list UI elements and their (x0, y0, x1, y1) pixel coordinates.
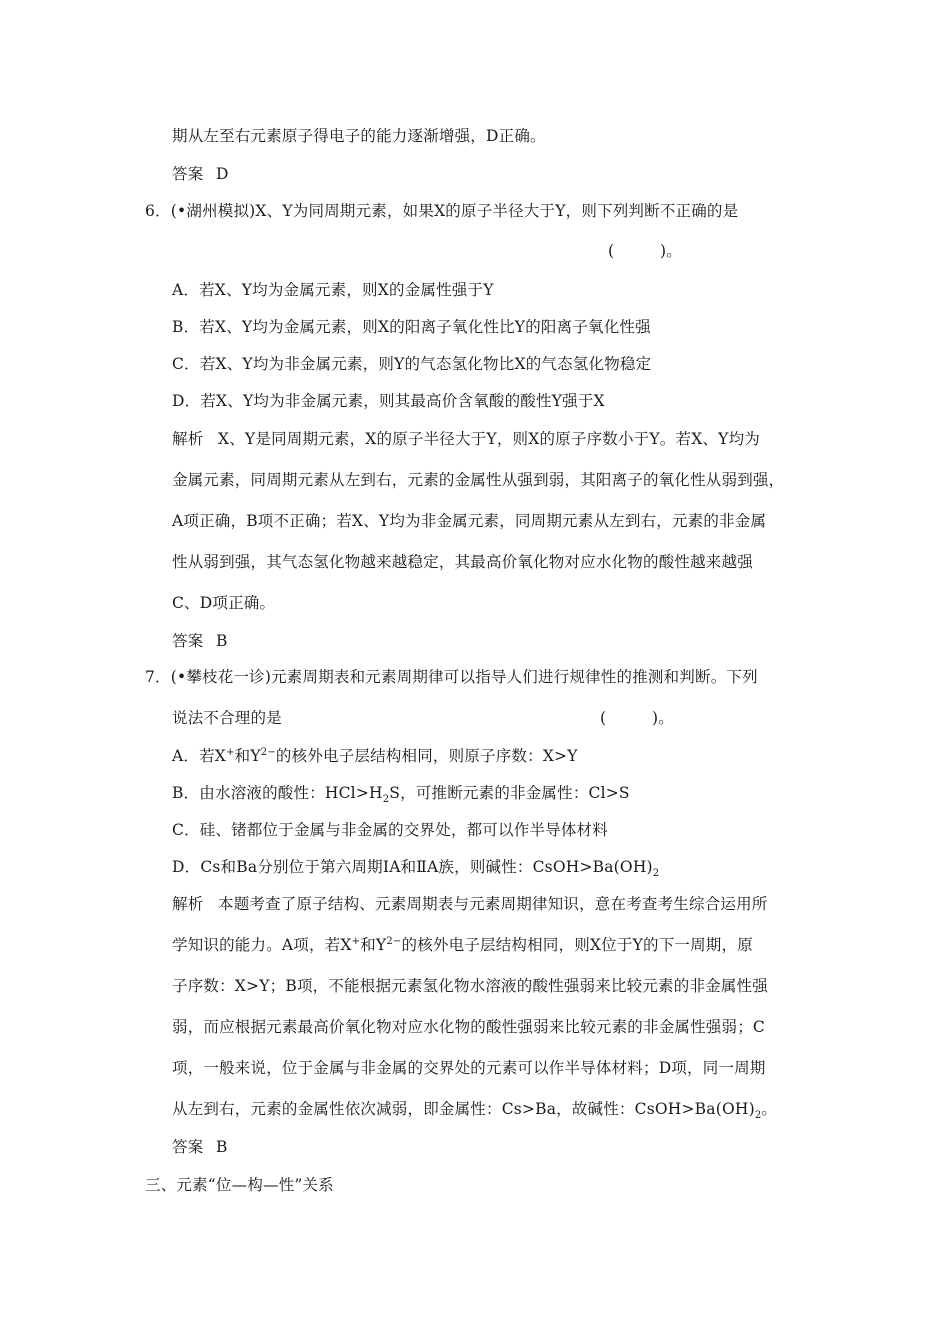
answer-value: B (216, 1138, 228, 1156)
q6-analysis-line: C、D项正确。 (172, 594, 276, 612)
q7-analysis-line: 子序数：X>Y；B项，不能根据元素氢化物水溶液的酸性强弱来比较元素的非金属性强 (172, 977, 768, 995)
q6-analysis-line: 性从弱到强，其气态氢化物越来越稳定，其最高价氧化物对应水化物的酸性越来越强 (172, 553, 753, 571)
q6-analysis-line: 解析 X、Y是同周期元素，X的原子半径大于Y，则X的原子序数小于Y。若X、Y均为 (172, 430, 760, 448)
q7-answer (172, 1137, 228, 1157)
q7-analysis-line: 从左到右，元素的金属性依次减弱，即金属性：Cs>Ba，故碱性：$CsOH>Ba(OH)_2$。 (172, 1100, 778, 1122)
q7-option-b: B．由水溶液的酸性：$HCl>H_2S$，可推断元素的非金属性：Cl>S (172, 784, 630, 806)
q6-option-a: A．若X、Y均为金属元素，则X的金属性强于Y (172, 281, 494, 299)
analysis-label: 解析 (172, 895, 204, 913)
answer-label: 答案 (172, 1138, 204, 1156)
q7-analysis-line: 解析 本题考查了原子结构、元素周期表与元素周期律知识，意在考查考生综合运用所 (172, 895, 768, 913)
q7-option-c: C．硅、锗都位于金属与非金属的交界处，都可以作半导体材料 (172, 821, 608, 839)
q6-answer (172, 631, 228, 651)
analysis-label: 解析 (172, 430, 204, 448)
answer-value: B (216, 632, 228, 650)
q7-option-a: A．若X+和$Y^{2-}$的核外电子层结构相同，则原子序数：X>Y (172, 746, 578, 765)
q6-option-c: C．若X、Y均为非金属元素，则Y的气态氢化物比X的气态氢化物稳定 (172, 355, 652, 373)
q7-stem-line1: 7．(•攀枝花一诊)元素周期表和元素周期律可以指导人们进行规律性的推测和判断。下列 (145, 668, 758, 686)
q6-option-d: D．若X、Y均为非金属元素，则其最高价含氧酸的酸性Y强于X (172, 392, 605, 410)
prev-analysis-tail: 期从左至右元素原子得电子的能力逐渐增强，D正确。 (172, 127, 546, 145)
q6-answer-blank: ( )。 (608, 242, 682, 260)
q6-analysis-line: 金属元素，同周期元素从左到右，元素的金属性从强到弱，其阳离子的氧化性从弱到强， (172, 471, 785, 489)
section-heading: 三、元素“位—构—性”关系 (145, 1176, 334, 1194)
answer-label: 答案 (172, 632, 204, 650)
q6-option-b: B．若X、Y均为金属元素，则X的阳离子氧化性比Y的阳离子氧化性强 (172, 318, 651, 336)
q7-analysis-line: 项，一般来说，位于金属与非金属的交界处的元素可以作半导体材料；D项，同一周期 (172, 1059, 766, 1077)
answer-label: 答案 (172, 165, 204, 183)
q7-analysis-line: 弱，而应根据元素最高价氧化物对应水化物的酸性强弱来比较元素的非金属性强弱；C (172, 1018, 765, 1036)
q7-stem-line2: 说法不合理的是 (172, 709, 282, 727)
prev-answer (172, 164, 229, 184)
q6-analysis-line: A项正确，B项不正确；若X、Y均为非金属元素，同周期元素从左到右，元素的非金属 (172, 512, 767, 530)
q7-answer-blank: ( )。 (600, 709, 674, 727)
q7-option-d: D．Cs和Ba分别位于第六周期ⅠA和ⅡA族，则碱性：$CsOH>Ba(OH)_2$ (172, 858, 660, 880)
q6-stem: 6．(•湖州模拟)X、Y为同周期元素，如果X的原子半径大于Y，则下列判断不正确的是 (145, 202, 739, 220)
answer-value: D (216, 165, 229, 183)
q7-analysis-line: 学知识的能力。A项，若X+和$Y^{2-}$的核外电子层结构相同，则X位于Y的下一周期，原 (172, 935, 753, 954)
